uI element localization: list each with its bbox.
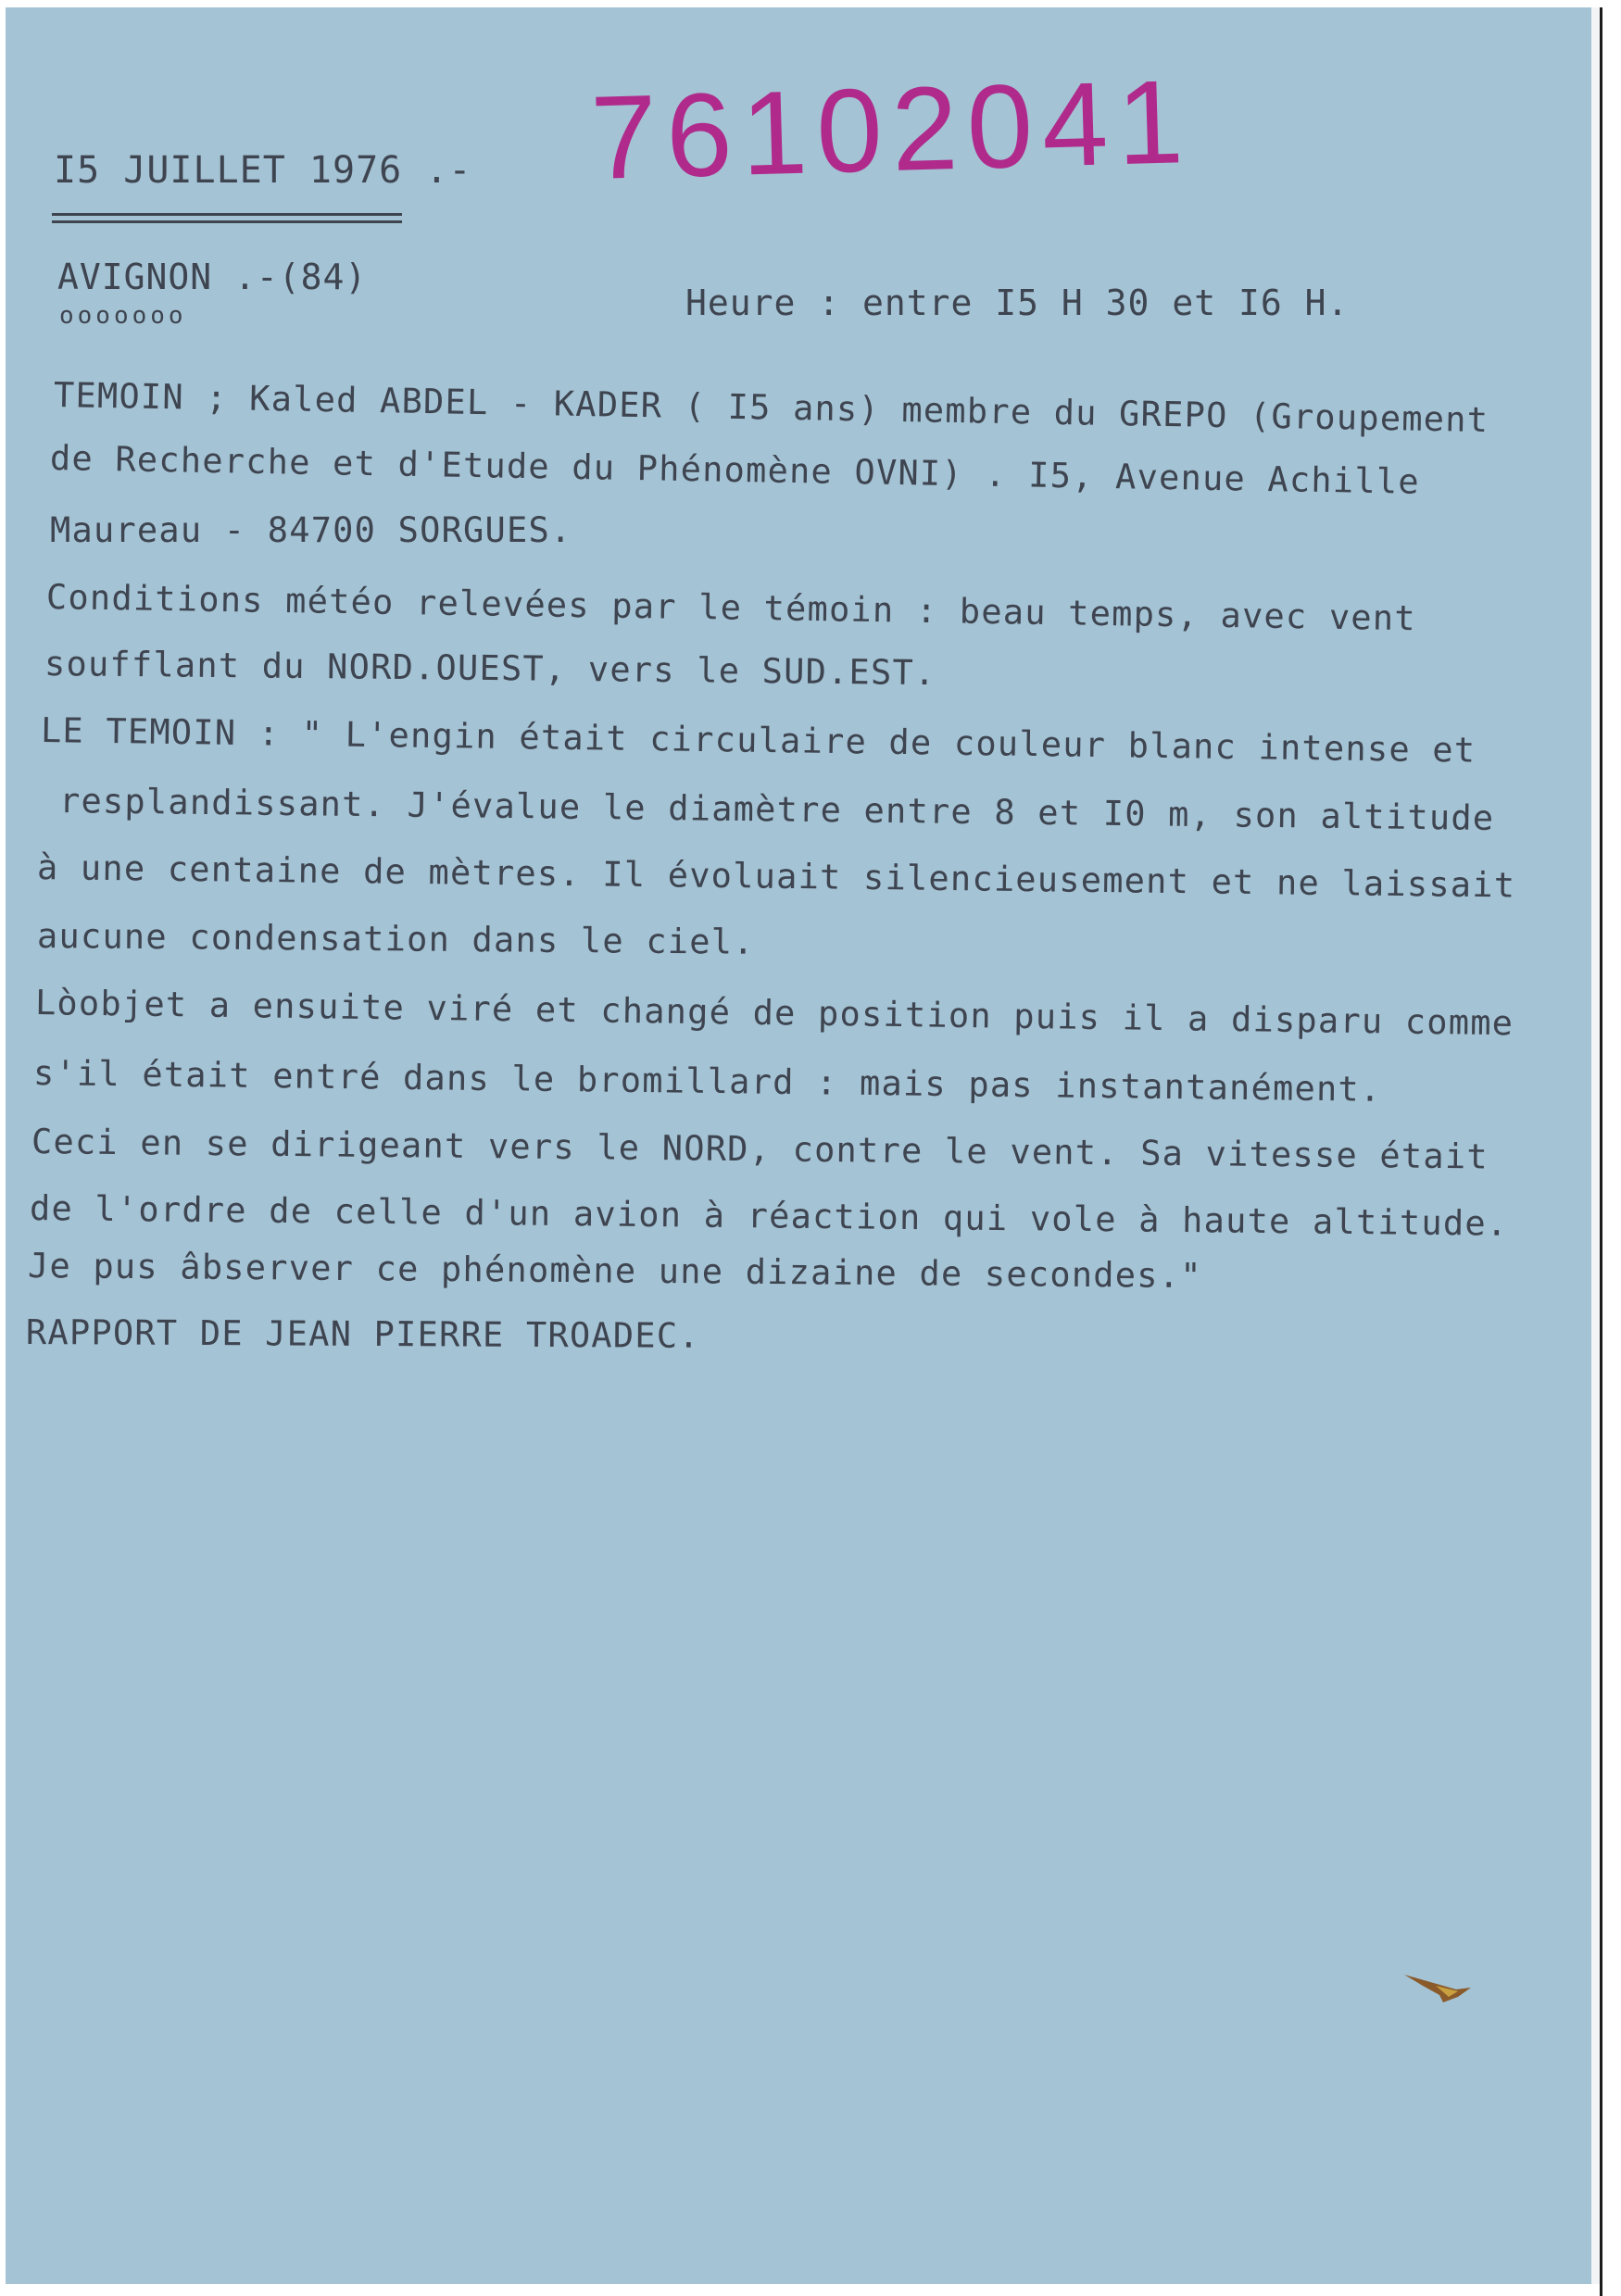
body-line: s'il était entré dans le bromillard : mais pas instantanément. [32,1053,1382,1110]
date-underline [52,213,402,216]
body-line: de Recherche et d'Etude du Phénomène OVNI) . I5, Avenue Achille [49,438,1421,502]
body-line: TEMOIN ; Kaled ABDEL - KADER ( I5 ans) membre du GREPO (Groupement [53,375,1489,441]
report-author-line: RAPPORT DE JEAN PIERRE TROADEC. [25,1312,700,1356]
location-place: AVIGNON .-(84) [57,257,368,297]
body-line: resplandissant. J'évalue le diamètre entre 8 et I0 m, son altitude [58,781,1495,838]
body-line: de l'ordre de celle d'un avion à réaction qui vole à haute altitude. [29,1188,1509,1244]
body-line: soufflant du NORD.OUEST, vers le SUD.EST. [44,644,936,694]
sheet-edge-shadow [1600,7,1602,2296]
ink-stain-mark [1402,1969,1473,2006]
document-sheet [6,7,1591,2284]
body-line: aucune condensation dans le ciel. [36,916,755,962]
body-line: LE TEMOIN : " L'engin était circulaire de couleur blanc intense et [40,710,1476,771]
body-line: Lòobjet a ensuite viré et changé de position puis il a disparu comme [34,983,1514,1044]
body-line: Maureau - 84700 SORGUES. [50,510,572,550]
location-underline-dots: ooooooo [59,302,187,330]
body-line: Je pus âbserver ce phénomène une dizaine de secondes." [27,1246,1202,1297]
observation-time: Heure : entre I5 H 30 et I6 H. [685,282,1350,323]
record-number-stamp: 76102041 [588,55,1195,205]
body-line: Conditions météo relevées par le témoin : beau temps, avec vent [45,577,1417,639]
body-line: Ceci en se dirigeant vers le NORD, contre le vent. Sa vitesse était [31,1122,1489,1177]
body-line: à une centaine de mètres. Il évoluait silencieusement et ne laissait [36,847,1516,906]
report-date: I5 JUILLET 1976 .- [54,149,472,192]
date-underline-second [52,220,402,223]
